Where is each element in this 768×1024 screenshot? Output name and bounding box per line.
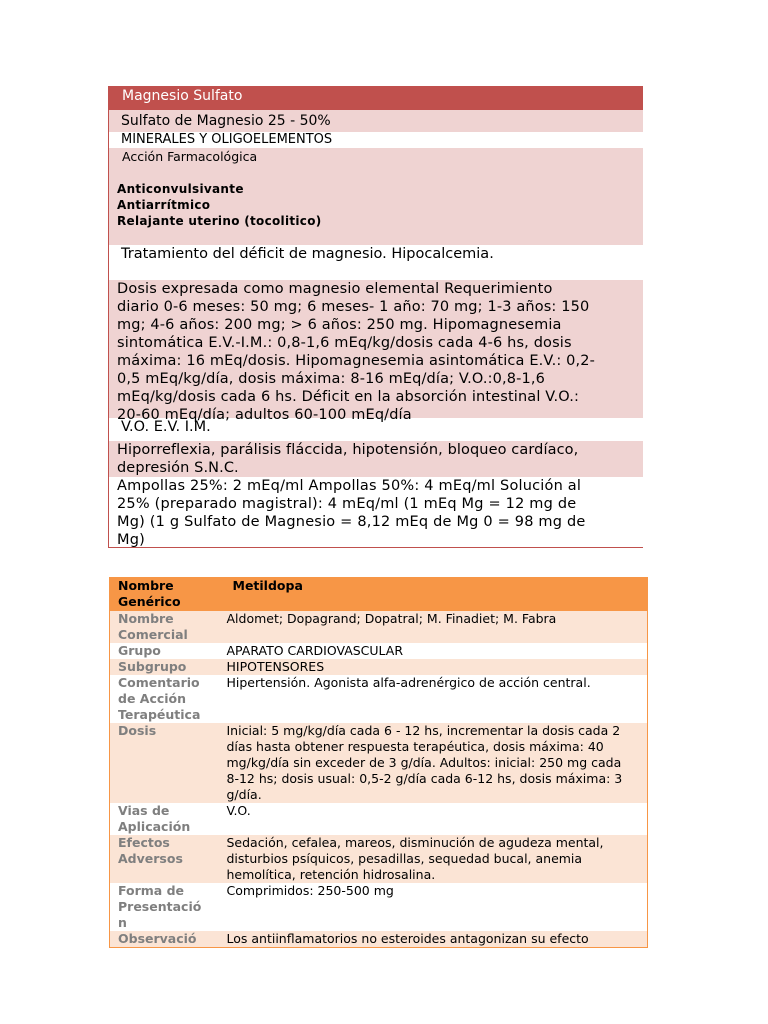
row-value: Hipertensión. Agonista alfa-adrenérgico de acción central. xyxy=(219,675,648,723)
magnesio-sulfato-table xyxy=(108,86,643,548)
generic-name-value: Metildopa xyxy=(219,578,648,612)
table-row xyxy=(110,803,648,835)
table1-header: Magnesio Sulfato xyxy=(109,86,643,110)
table-row xyxy=(110,611,648,643)
generic-name-label: Nombre Genérico xyxy=(110,578,219,612)
row-label: Nombre Comercial xyxy=(110,611,219,643)
row-label: Comentario de Acción Terapéutica xyxy=(110,675,219,723)
action-item: Anticonvulsivante xyxy=(117,182,244,196)
presentation: Ampollas 25%: 2 mEq/ml Ampollas 50%: 4 mEq/ml Solución al 25% (preparado magistral): 4 mEq/ml (1 mEq Mg = 12 mg de Mg) (1 g Sulfato de Magnesio = 8,12 mEq de Mg 0 = 98 mg de Mg) xyxy=(109,477,643,547)
dosage: Dosis expresada como magnesio elemental Requerimiento diario 0-6 meses: 50 mg; 6 meses- 1 año: 70 mg; 1-3 años: 150 mg; 4-6 años: 200 mg; > 6 años: 250 mg. Hipomagnesemia sintomática E.V.-I.M.: 0,8-1,6 mEq/kg/dosis cada 4-6 hs, dosis máxima: 16 mEq/dosis. Hipomagnesemia asintomática E.V.: 0,2- 0,5 mEq/kg/día, dosis máxima: 8-16 mEq/día; V.O.:0,8-1,6 mEq/kg/dosis cada 6 hs. Déficit en la absorción intestinal V.O.: 20-60 mEq/día; adultos 60-100 mEq/día xyxy=(109,280,643,418)
row-label: Subgrupo xyxy=(110,659,219,675)
row-value: Los antiinflamatorios no esteroides antagonizan su efecto xyxy=(219,931,648,948)
row-label: Grupo xyxy=(110,643,219,659)
table-row xyxy=(110,931,648,948)
table-row xyxy=(110,835,648,883)
metildopa-table xyxy=(109,577,648,948)
table-row xyxy=(110,723,648,803)
adverse-effects: Hiporreflexia, parálisis fláccida, hipotensión, bloqueo cardíaco, depresión S.N.C. xyxy=(109,441,643,477)
row-value: Aldomet; Dopagrand; Dopatral; M. Finadiet; M. Fabra xyxy=(219,611,648,643)
drug-name: Sulfato de Magnesio 25 - 50% xyxy=(109,110,643,132)
action-item: Antiarrítmico xyxy=(117,198,211,212)
row-value: APARATO CARDIOVASCULAR xyxy=(219,643,648,659)
action-item: Relajante uterino (tocolitico) xyxy=(117,214,322,228)
drug-category: MINERALES Y OLIGOELEMENTOS xyxy=(109,132,643,148)
row-value: Comprimidos: 250-500 mg xyxy=(219,883,648,931)
row-value: Sedación, cefalea, mareos, disminución de agudeza mental, disturbios psíquicos, pesadillas, sequedad bucal, anemia hemolítica, retención hidrosalina. xyxy=(219,835,648,883)
pharmacologic-action-title: Acción Farmacológica xyxy=(122,149,258,164)
row-value: HIPOTENSORES xyxy=(219,659,648,675)
row-label: Vias de Aplicación xyxy=(110,803,219,835)
row-value: V.O. xyxy=(219,803,648,835)
table-row xyxy=(110,659,648,675)
table-row xyxy=(110,675,648,723)
indication: Tratamiento del déficit de magnesio. Hipocalcemia. xyxy=(109,245,643,280)
row-label: Dosis xyxy=(110,723,219,803)
row-label: Forma de Presentació n xyxy=(110,883,219,931)
table2-header-row xyxy=(110,578,648,612)
table-row xyxy=(110,643,648,659)
pharmacologic-action xyxy=(109,148,643,245)
row-value: Inicial: 5 mg/kg/día cada 6 - 12 hs, incrementar la dosis cada 2 días hasta obtener respuesta terapéutica, dosis máxima: 40 mg/kg/día sin exceder de 3 g/día. Adultos: inicial: 250 mg cada 8-12 hs; dosis usual: 0,5-2 g/día cada 6-12 hs, dosis máxima: 3 g/día. xyxy=(219,723,648,803)
table-row xyxy=(110,883,648,931)
row-label: Efectos Adversos xyxy=(110,835,219,883)
row-label: Observació xyxy=(110,931,219,948)
administration-routes: V.O. E.V. I.M. xyxy=(109,418,643,441)
